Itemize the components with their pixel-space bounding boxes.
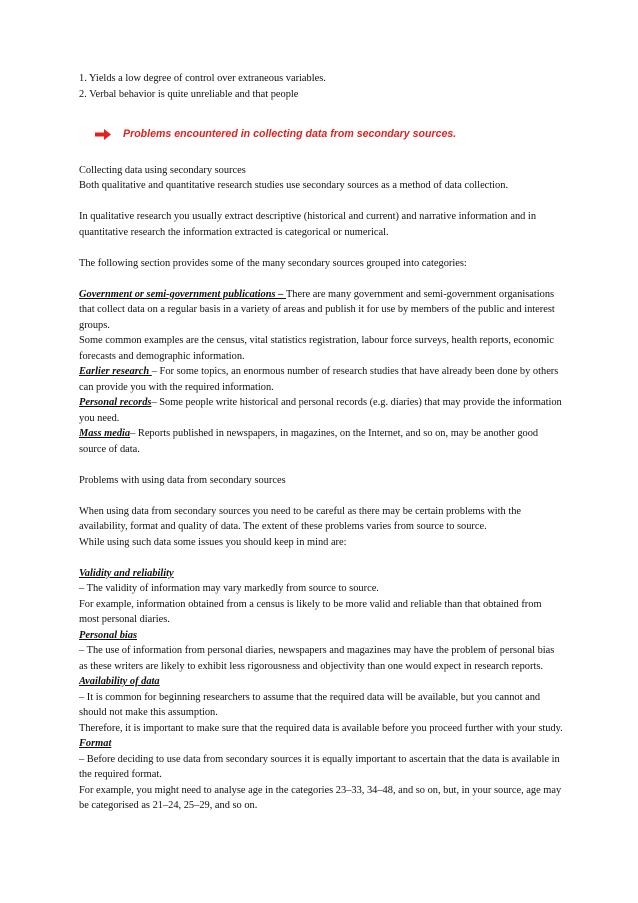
problems-title: Problems with using data from secondary sources xyxy=(79,474,286,486)
issue-line: Therefore, it is important to make sure that the required data is available before you proceed further with your study. xyxy=(79,722,563,734)
issue-line: – The validity of information may vary markedly from source to source. xyxy=(79,583,379,594)
source-examples: Some common examples are the census, vital statistics registration, labour force surveys, health reports, economic forecasts and demographic information. xyxy=(79,335,554,362)
issue-line: – It is common for beginning researchers to assume that the required data will be available, but you cannot and should not make this assumption. xyxy=(79,691,541,718)
issue-term: Format xyxy=(79,738,112,749)
issue-line: – The use of information from personal diaries, newspapers and magazines may have the problem of personal bias as these writers are likely to exhibit less rigorousness and objectivity than one would expect in research reports. xyxy=(79,645,555,672)
intro-title: Collecting data using secondary sources xyxy=(79,164,246,176)
term-text: There are many government and semi-government organisations that collect data on a regular basis in a variety of areas and publish it for use by members of the public and interest groups. xyxy=(79,288,555,331)
issue-term: Availability of data xyxy=(79,676,160,687)
term-text: – Some people write historical and personal records (e.g. diaries) that may provide the information you need. xyxy=(79,397,562,424)
source-earlier-research xyxy=(79,364,563,395)
document-page xyxy=(79,71,563,814)
term-label: Mass media xyxy=(79,428,131,439)
right-arrow-icon xyxy=(95,129,111,140)
problems-issues-intro: While using such data some issues you should keep in mind are: xyxy=(79,536,347,548)
issue-line: For example, information obtained from a census is likely to be more valid and reliable than that obtained from most personal diaries. xyxy=(79,598,542,625)
term-label: Personal records xyxy=(79,397,152,408)
issue-term: Validity and reliability xyxy=(79,567,174,579)
term-label: Government or semi-government publications – xyxy=(79,288,286,300)
list-item: 2. Verbal behavior is quite unreliable and that people xyxy=(79,88,299,100)
issue-term: Personal bias xyxy=(79,629,138,641)
term-label: Earlier research xyxy=(79,366,152,377)
issue-line: For example, you might need to analyse age in the categories 23–33, 34–48, and so on, but, in your source, age may be categorised as 21–24, 25–29, and so on. xyxy=(79,784,562,811)
term-text: – Reports published in newspapers, in magazines, on the Internet, and so on, may be another good source of data. xyxy=(79,428,539,455)
issue-line: – Before deciding to use data from secondary sources it is equally important to ascertain that the data is available in the required format. xyxy=(79,753,560,780)
intro-line: Both qualitative and quantitative research studies use secondary sources as a method of data collection. xyxy=(79,180,509,191)
term-text: – For some topics, an enormous number of research studies that have already been done by others can provide you with the required information. xyxy=(79,366,559,393)
source-government xyxy=(79,287,563,334)
problems-paragraph: When using data from secondary sources you need to be careful as there may be certain problems with the availability, format and quality of data. The extent of these problems varies from source to source. xyxy=(79,505,522,532)
section-intro: The following section provides some of the many secondary sources grouped into categories: xyxy=(79,257,467,269)
qualitative-paragraph: In qualitative research you usually extract descriptive (historical and current) and narrative information and in quantitative research the information extracted is categorical or numerical. xyxy=(79,211,537,238)
source-personal-records xyxy=(79,395,563,426)
source-mass-media xyxy=(79,426,563,457)
heading-text: Problems encountered in collecting data from secondary sources. xyxy=(123,128,457,140)
section-heading xyxy=(95,127,563,143)
list-item: 1. Yields a low degree of control over extraneous variables. xyxy=(79,73,326,84)
